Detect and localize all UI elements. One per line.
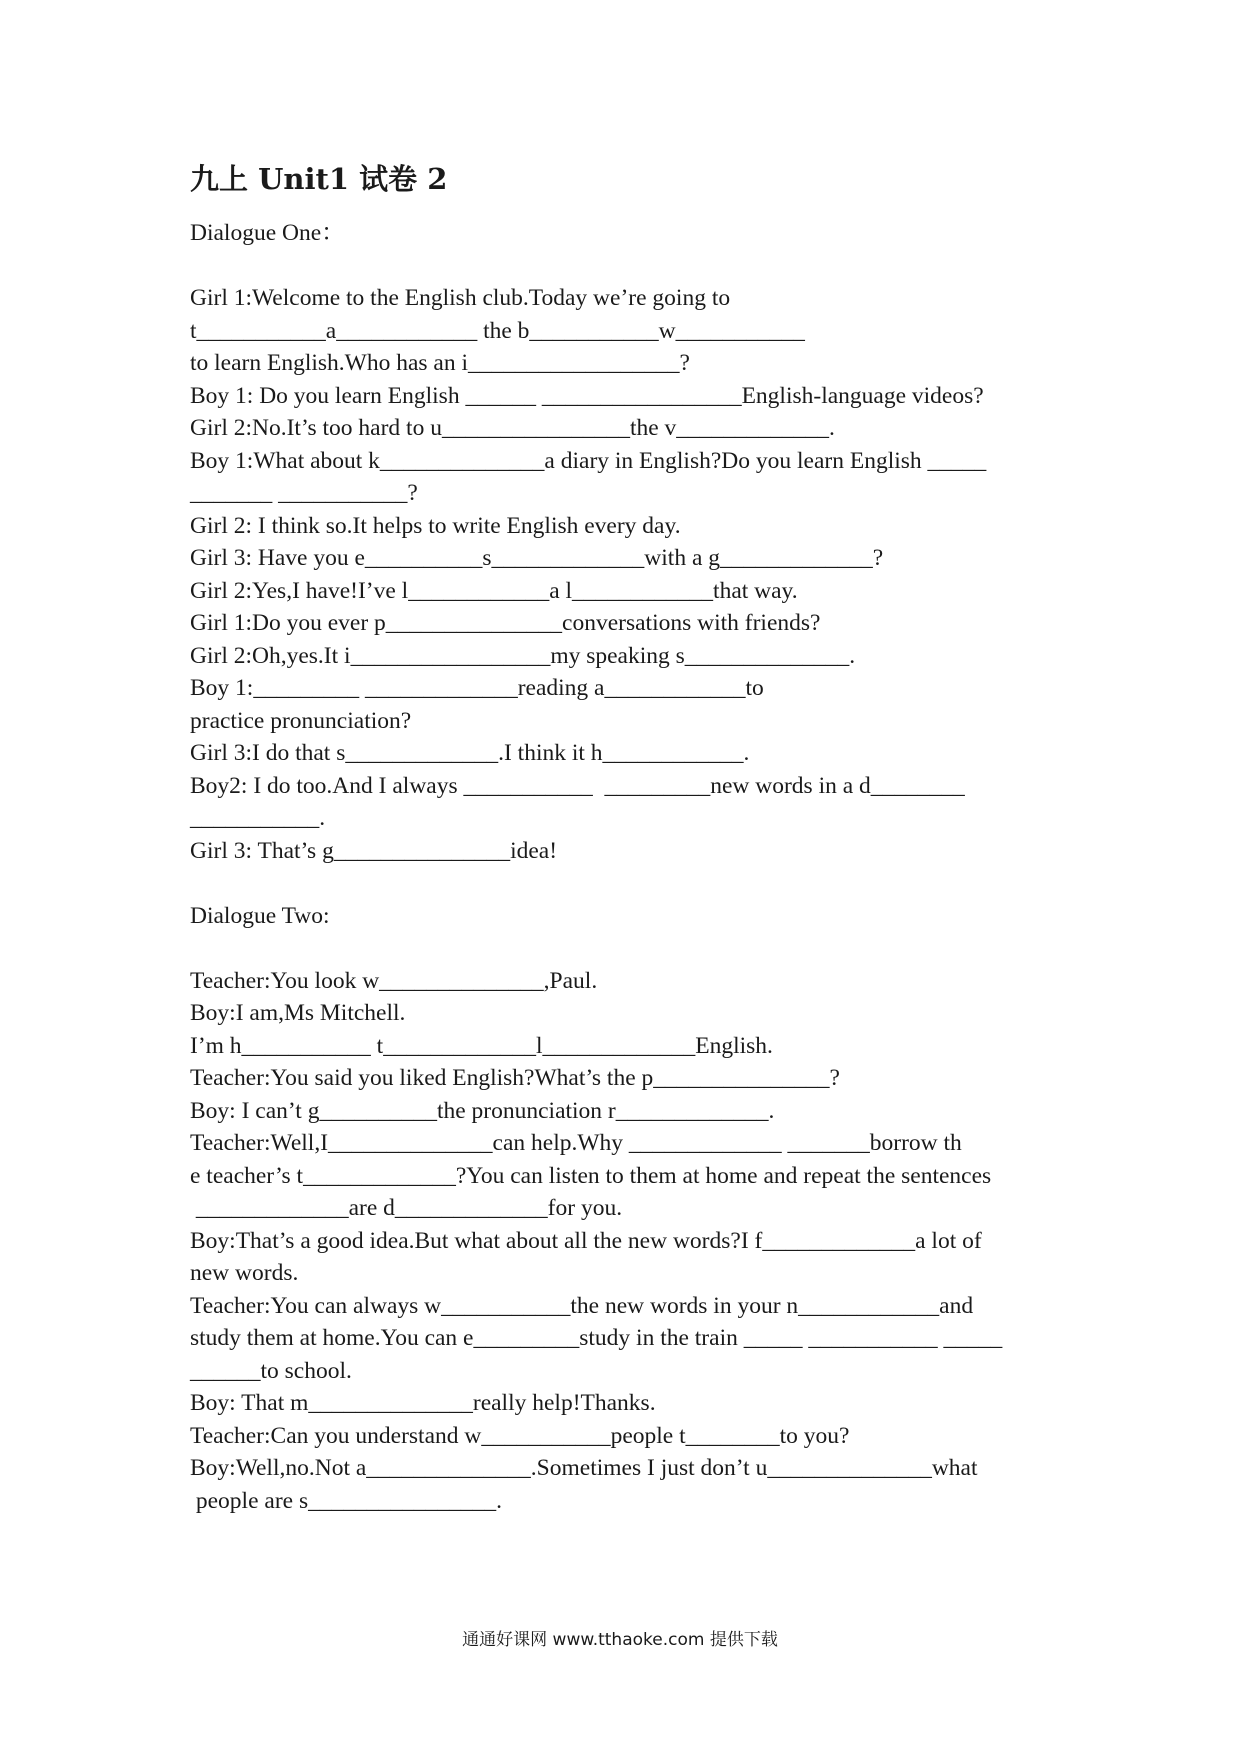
text-line: Girl 2:Yes,I have!I’ve l____________a l____________that way. [190,577,798,604]
text-line: Teacher:Well,I______________can help.Why _____________ _______borrow th [190,1130,962,1156]
text-line: Girl 2:Oh,yes.It i_________________my speaking s______________. [190,642,856,669]
text-line: Teacher:You look w______________,Paul. [190,967,598,994]
text-line: Boy 1:What about k______________a diary in English?Do you learn English _____ [190,447,987,474]
text-line: Girl 3:I do that s_____________.I think it h____________. [190,740,750,766]
page-title: 九上 Unit1 试卷 2 [190,162,448,196]
dialogue-one-heading: Dialogue One： [190,220,345,246]
text-line: e teacher’s t_____________?You can listen to them at home and repeat the sentences [190,1162,992,1189]
text-line: ______to school. [190,1357,352,1384]
page-footer: 通通好课网 www.tthaoke.com 提供下载 [462,1630,778,1650]
text-line: people are s________________. [190,1487,502,1514]
text-line: Girl 1:Do you ever p_______________conversations with friends? [190,610,821,636]
text-line: _____________are d_____________for you. [190,1195,623,1221]
text-line: Girl 2:No.It’s too hard to u________________the v_____________. [190,415,835,441]
blank-line [190,932,1070,965]
text-line: Teacher:Can you understand w___________people t________to you? [190,1422,850,1449]
text-line: Boy: I can’t g__________the pronunciation r_____________. [190,1097,775,1124]
text-line: Boy:That’s a good idea.But what about all the new words?I f_____________a lot of [190,1227,982,1254]
text-line: Teacher:You can always w___________the new words in your n____________and [190,1292,974,1319]
text-line: I’m h___________ t_____________l_____________English. [190,1032,773,1059]
text-line: ___________. [190,805,326,831]
text-line: Girl 1:Welcome to the English club.Today we’re going to [190,285,731,311]
blank-line [190,867,1070,900]
text-line: Boy:Well,no.Not a______________.Sometimes I just don’t u______________what [190,1455,978,1481]
text-line: Boy:I am,Ms Mitchell. [190,1000,406,1026]
text-line: Teacher:You said you liked English?What’s the p_______________? [190,1065,840,1091]
dialogue-two-heading: Dialogue Two: [190,902,330,929]
text-line: Girl 3: That’s g_______________idea! [190,837,558,864]
text-line: Boy: That m______________really help!Thanks. [190,1390,656,1416]
text-line: _______ ___________? [190,480,418,506]
text-line: Girl 3: Have you e__________s_____________with a g_____________? [190,545,884,571]
text-line: Girl 2: I think so.It helps to write English every day. [190,512,681,539]
dialogue-body [190,217,1070,1517]
text-line: study them at home.You can e_________study in the train _____ ___________ _____ [190,1325,1003,1351]
blank-line [190,250,1070,283]
text-line: practice pronunciation? [190,707,412,734]
text-line: Boy2: I do too.And I always ___________ _________new words in a d________ [190,772,965,799]
text-line: new words. [190,1260,299,1286]
text-line: to learn English.Who has an i__________________? [190,350,690,376]
text-line: t___________a____________ the b___________w___________ [190,317,805,344]
text-line: Boy 1:_________ _____________reading a____________to [190,675,764,701]
text-line: Boy 1: Do you learn English ______ _________________English-language videos? [190,382,984,409]
